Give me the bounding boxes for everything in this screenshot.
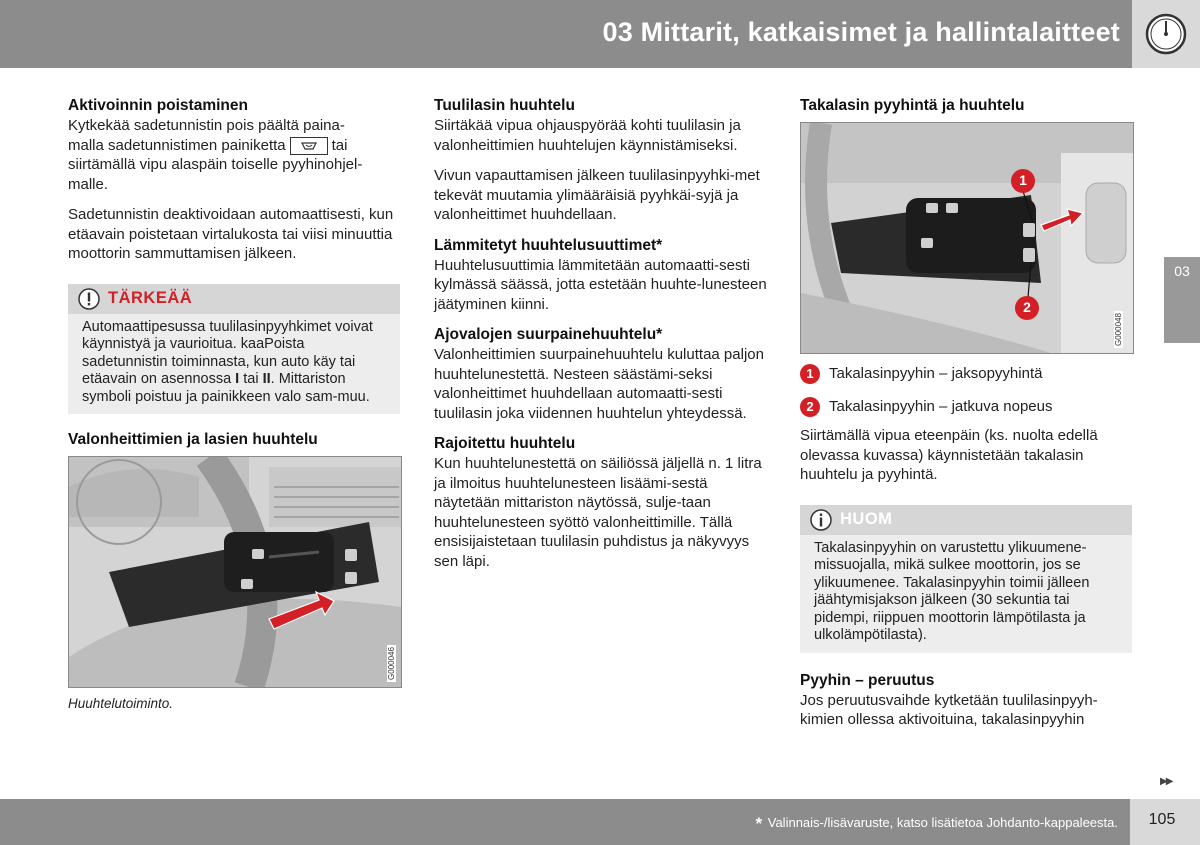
heading-tuulilasin-huuhtelu: Tuulilasin huuhtelu — [434, 97, 575, 114]
text-span: Automaattipesussa tuulilasinpyyhkimet voivat käynnistyä ja vaurioitua. kaaPoista sadetunnistin toiminnasta, kun auto käy tai etäavain on asennossa — [82, 318, 373, 387]
double-chevron-right-icon: ▶▶ — [1160, 776, 1172, 787]
warning-exclamation-icon — [78, 288, 100, 310]
page-footer — [0, 799, 1200, 845]
paragraph-high-pressure: Valonheittimien suurpainehuuhtelu kuluttaa paljon huuhtelunestettä. Nesteen säästämi-seksi valonheittimet huuhdellaan automaatti-sesti tuulilasin joka viidennen huuhtelun yhteydessä. — [434, 346, 764, 422]
note-box-header — [800, 505, 1132, 535]
figure-code: G000046 — [387, 647, 396, 680]
paragraph-auto-deactivation: Sadetunnistin deaktivoidaan automaattisesti, kun etäavain poistetaan virtalukosta tai viisi minuuttia moottorin sammuttamisen jälkeen. — [68, 206, 394, 262]
callout-2: 2 — [1023, 299, 1031, 315]
position-i: I — [235, 371, 240, 387]
rain-sensor-button-icon — [290, 137, 328, 155]
legend-number-2: 2 — [800, 397, 820, 417]
note-text: Takalasinpyyhin on varustettu ylikuumene-missuojalla, mikä sulkee moottorin, jos se ylikuumenee. Takalasinpyyhin toimii jälleen jäähtymisjakson jälkeen (30 sekuntia tai pidempi, riippuen moottorin lämpötilasta ja ulkolämpötilasta). — [814, 539, 1090, 643]
important-box-header — [68, 284, 400, 314]
legend-item-2 — [800, 397, 1132, 417]
text-line: siirtämällä vipu alaspäin toiselle pyyhinohjel- — [68, 156, 363, 173]
heading-aktivoinnin-poistaminen: Aktivoinnin poistaminen — [68, 97, 248, 114]
heading-takalasin-pyyhinta: Takalasin pyyhintä ja huuhtelu — [800, 97, 1025, 114]
note-box — [800, 505, 1132, 653]
position-ii: II — [262, 371, 271, 387]
washer-lever-drawing — [69, 457, 401, 687]
text-line: malla sadetunnistimen painiketta — [68, 136, 286, 154]
legend-text-1: Takalasinpyyhin – jaksopyyhintä — [829, 365, 1043, 382]
chapter-side-tab-label: 03 — [1174, 263, 1190, 279]
rear-wiper-illustration — [800, 122, 1134, 354]
paragraph-after-release: Vivun vapauttamisen jälkeen tuulilasinpyyhki-met tekevät muutamia ylimääräisiä pyyhkäi-syjä ja valonheittimet huuhdellaan. — [434, 167, 760, 223]
legend-item-1 — [800, 364, 1132, 384]
figure-caption: Huuhtelutoiminto. — [68, 696, 174, 711]
column-3 — [800, 96, 1132, 730]
chapter-side-tab — [1164, 257, 1200, 343]
column-1 — [68, 96, 400, 711]
page-number: 105 — [1148, 811, 1176, 828]
heading-valonheittimien-huuhtelu: Valonheittimien ja lasien huuhtelu — [68, 431, 318, 448]
paragraph-rear-wash: Siirtämällä vipua eteenpäin (ks. nuolta edellä olevassa kuvassa) käynnistetään takalasin huuhtelu ja pyyhintä. — [800, 427, 1098, 483]
footnote-star: * — [755, 814, 763, 833]
info-icon — [810, 509, 832, 531]
column-2 — [434, 96, 768, 571]
paragraph-limited-wash: Kun huuhtelunestettä on säiliössä jäljellä n. 1 litra ja ilmoitus huuhtelunesteen lisäämi-sestä näytetään mittariston näytössä, sulje-taan huuhtelunesteen syöttö valonheittimille. Tällä ensisijaistetaan tuulilasin puhdistus ja näkyvyys sen läpi. — [434, 455, 762, 570]
page-header — [0, 0, 1200, 68]
callout-1: 1 — [1019, 172, 1027, 188]
text-line: malle. — [68, 175, 109, 193]
text-span: . Mittariston symboli poistuu ja painikkeen valo sam-muu. — [82, 371, 370, 405]
paragraph-rain-sensor-off — [68, 116, 400, 194]
chapter-title: 03 Mittarit, katkaisimet ja hallintalaitteet — [602, 17, 1120, 47]
note-label: HUOM — [840, 509, 893, 528]
washer-lever-illustration — [68, 456, 402, 688]
paragraph-windscreen-wash: Siirtäkää vipua ohjauspyörää kohti tuulilasin ja valonheittimien huuhtelujen käynnistämiseksi. — [434, 117, 741, 154]
footnote-text: Valinnais-/lisävaruste, katso lisätietoa Johdanto-kappaleesta. — [767, 815, 1118, 830]
important-box — [68, 284, 400, 415]
text-line: Kytkekää sadetunnistin pois päältä paina- — [68, 117, 345, 134]
page-number-box — [1130, 799, 1200, 845]
important-label: TÄRKEÄÄ — [108, 288, 193, 307]
important-text — [68, 314, 400, 415]
legend-text-2: Takalasinpyyhin – jatkuva nopeus — [829, 398, 1053, 415]
legend-number-1: 1 — [800, 364, 820, 384]
heading-pyyhin-peruutus: Pyyhin – peruutus — [800, 671, 935, 689]
text-span: tai — [239, 371, 263, 387]
heading-lammitetyt-suuttimet: Lämmitetyt huuhtelusuuttimet* — [434, 236, 663, 254]
heading-rajoitettu-huuhtelu: Rajoitettu huuhtelu — [434, 435, 576, 452]
footnote — [756, 814, 1119, 834]
heading-suurpainehuuhtelu: Ajovalojen suurpainehuuhtelu* — [434, 326, 663, 343]
figure-code: G000048 — [1114, 313, 1123, 346]
gauge-icon — [1143, 11, 1189, 57]
paragraph-reverse: Jos peruutusvaihde kytketään tuulilasinpyyh-kimien ollessa aktivoituina, takalasinpyyhin — [800, 691, 1098, 728]
rear-wiper-drawing — [801, 123, 1133, 353]
paragraph-heated-nozzles: Huuhtelusuuttimia lämmitetään automaatti-sesti kylmässä säässä, jotta estetään huuhte-lunesteen jäätyminen kiinni. — [434, 256, 767, 313]
text-line: tai — [331, 136, 348, 154]
chapter-icon-box — [1132, 0, 1200, 68]
